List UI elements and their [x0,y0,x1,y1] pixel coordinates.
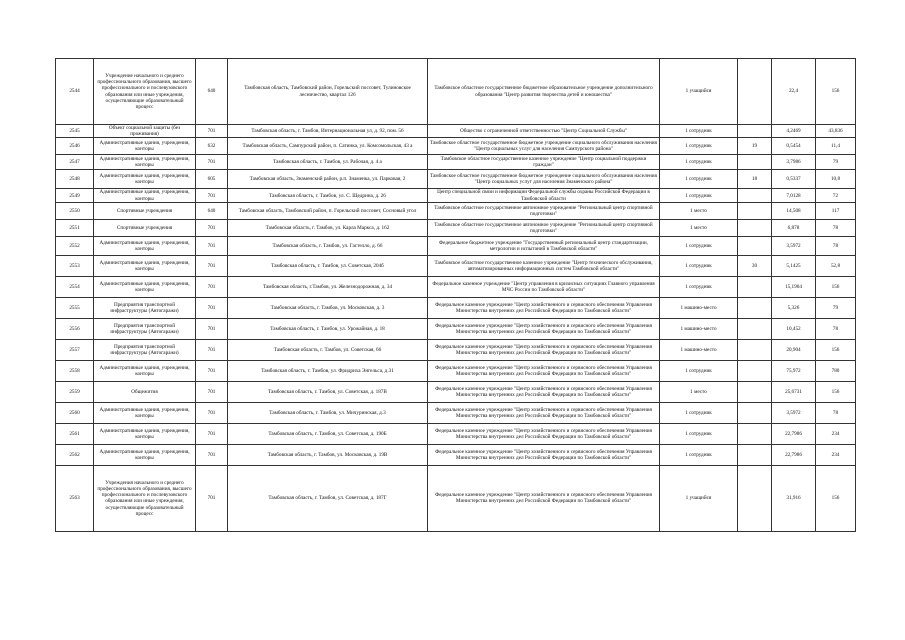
cell-addr: Тамбовская область, г. Тамбов, ул. Советская, д. 187Г [228,465,428,531]
cell-org: Федеральное казенное учреждение "Центр хозяйственного и сервисного обеспечения Управления Министерства внутренних дел Российской Федерации по Тамбовской области" [428,360,660,381]
cell-unit: 1 сотрудник [660,155,738,170]
table-row [56,155,856,170]
cell-name: Административные здания, учреждения, конторы [94,170,196,189]
cell-code: 701 [196,423,228,444]
cell-v1 [738,236,772,255]
cell-v2: 0,5454 [772,138,816,155]
cell-v2: 6,878 [772,219,816,236]
cell-v1 [738,360,772,381]
cell-v3: 52,8 [816,255,856,276]
cell-org: Федеральное казенное учреждение "Центр хозяйственного и сервисного обеспечения Управления Министерства внутренних дел Российской Федерации по Тамбовской области" [428,423,660,444]
cell-v3: 117 [816,202,856,219]
table-row [56,423,856,444]
table-row [56,276,856,297]
cell-org: Федеральное казенное учреждение "Центр хозяйственного и сервисного обеспечения Управления Министерства внутренних дел Российской Федерации по Тамбовской области" [428,339,660,360]
cell-v1: 30 [738,255,772,276]
cell-addr: Тамбовская область, г. Тамбов, Интернациональная ул, д. 92, пом. 56 [228,125,428,138]
table-row [56,189,856,202]
cell-unit: 1 место [660,381,738,402]
table-row [56,236,856,255]
cell-org: Центр специальной связи и информации Федеральной службы охраны Российской Федерации в Тамбовской области [428,189,660,202]
table-row [56,219,856,236]
cell-org: Федеральное казенное учреждение "Центр управления в кризисных ситуациях Главного управления МЧС России по Тамбовской области" [428,276,660,297]
cell-n: 2551 [56,219,94,236]
cell-addr: Тамбовская область, г. Тамбов, ул. Советская, 204б [228,255,428,276]
cell-code: 701 [196,360,228,381]
cell-n: 2545 [56,125,94,138]
cell-org: Федеральное казенное учреждение "Центр хозяйственного и сервисного обеспечения Управления Министерства внутренних дел Российской Федерации по Тамбовской области" [428,465,660,531]
cell-code: 701 [196,402,228,423]
cell-n: 2560 [56,402,94,423]
cell-org: Тамбовское областное государственное автономное учреждение "Региональный центр спортивной подготовки" [428,202,660,219]
cell-n: 2561 [56,423,94,444]
cell-org: Федеральное казенное учреждение "Центр хозяйственного и сервисного обеспечения Управления Министерства внутренних дел Российской Федерации по Тамбовской области" [428,318,660,339]
cell-name: Административные здания, учреждения, конторы [94,255,196,276]
cell-n: 2546 [56,138,94,155]
cell-v3: 78 [816,402,856,423]
cell-v3: 234 [816,423,856,444]
cell-code: 701 [196,276,228,297]
cell-v1: 18 [738,170,772,189]
cell-v3: 156 [816,59,856,125]
cell-v3: 79 [816,155,856,170]
cell-code: 701 [196,297,228,318]
cell-unit: 1 место [660,202,738,219]
table-row [56,202,856,219]
cell-org: Тамбовское областное государственное бюджетное учреждение социального обслуживания населения "Центр социальных услуг для населения Сампурского района" [428,138,660,155]
cell-org: Федеральное казенное учреждение "Центр хозяйственного и сервисного обеспечения Управления Министерства внутренних дел Российской Федерации по Тамбовской области" [428,381,660,402]
cell-name: Предприятия транспортной инфраструктуры (Автогаражи) [94,339,196,360]
cell-code: 701 [196,381,228,402]
cell-v3: 72 [816,189,856,202]
cell-code: 701 [196,189,228,202]
cell-addr: Тамбовская область, Сампурский район, п. Сатинка, ул. Комсомольская, 43 а [228,138,428,155]
cell-org: Тамбовское областное государственное казенное учреждение "Центр социальной поддержки граждан" [428,155,660,170]
cell-org: Тамбовское областное государственное автономное учреждение "Региональный центр спортивной подготовки" [428,219,660,236]
cell-addr: Тамбовская область, г. Тамбов, ул. Московская, д. 19В [228,444,428,465]
cell-v3: 78 [816,318,856,339]
cell-v2: 22,4 [772,59,816,125]
cell-addr: Тамбовская область, г. Тамбов, ул. Гастелло, д. 66 [228,236,428,255]
cell-unit: 1 сотрудник [660,189,738,202]
cell-v1 [738,381,772,402]
table-row [56,381,856,402]
cell-code: 701 [196,444,228,465]
cell-unit: 1 учащийся [660,59,738,125]
cell-v1 [738,202,772,219]
cell-v1 [738,465,772,531]
cell-unit: 1 учащийся [660,465,738,531]
cell-org: Тамбовское областное государственное бюджетное образовательное учреждение дополнительного образования "Центр развития творчества детей и юношества" [428,59,660,125]
cell-v1 [738,339,772,360]
cell-addr: Тамбовская область, г. Тамбов, ул. Фридриха Энгельса, д.31 [228,360,428,381]
table-row [56,465,856,531]
cell-v3: 43,836 [816,125,856,138]
cell-unit: 1 сотрудник [660,444,738,465]
cell-unit: 1 сотрудник [660,360,738,381]
table-row [56,59,856,125]
cell-org: Тамбовское областное государственное бюджетное учреждение социального обслуживания населения "Центр социальных услуг для населения Знаменского района" [428,170,660,189]
table-row [56,125,856,138]
cell-v3: 156 [816,276,856,297]
cell-v3: 79 [816,297,856,318]
cell-v2: 3,5972 [772,236,816,255]
cell-addr: Тамбовская область, г. Тамбов, ул. Советская, д. 187В [228,381,428,402]
cell-v2: 15,1904 [772,276,816,297]
cell-unit: 1 сотрудник [660,402,738,423]
table-row [56,318,856,339]
cell-code: 701 [196,339,228,360]
cell-code: 640 [196,202,228,219]
cell-v1 [738,189,772,202]
cell-unit: 1 сотрудник [660,170,738,189]
table-row [56,170,856,189]
cell-v2: 22,7986 [772,423,816,444]
cell-unit: 1 машино-место [660,297,738,318]
cell-name: Административные здания, учреждения, конторы [94,189,196,202]
cell-v3: 78 [816,219,856,236]
cell-v3: 234 [816,444,856,465]
cell-v1 [738,402,772,423]
cell-addr: Тамбовская область, г. Тамбов, ул. Мичуринская, д.3 [228,402,428,423]
cell-v2: 75,972 [772,360,816,381]
cell-name: Предприятия транспортной инфраструктуры (Автогаражи) [94,297,196,318]
cell-n: 2547 [56,155,94,170]
cell-n: 2562 [56,444,94,465]
cell-org: Федеральное казенное учреждение "Центр хозяйственного и сервисного обеспечения Управления Министерства внутренних дел Российской Федерации по Тамбовской области" [428,297,660,318]
cell-code: 701 [196,465,228,531]
cell-name: Общежития [94,381,196,402]
cell-v3: 11,4 [816,138,856,155]
cell-addr: Тамбовская область, г. Тамбов, ул. Московская, д. 3 [228,297,428,318]
cell-v2: 20,904 [772,339,816,360]
table-row [56,138,856,155]
cell-v3: 78 [816,236,856,255]
cell-v1 [738,59,772,125]
cell-name: Предприятия транспортной инфраструктуры (Автогаражи) [94,318,196,339]
cell-v2: 0,5337 [772,170,816,189]
cell-n: 2556 [56,318,94,339]
cell-n: 2555 [56,297,94,318]
cell-v2: 4,2469 [772,125,816,138]
cell-n: 2550 [56,202,94,219]
cell-unit: 1 сотрудник [660,236,738,255]
registry-table [55,58,856,532]
cell-n: 2563 [56,465,94,531]
cell-addr: Тамбовская область, г. Тамбов, ул. С. Щедрина, д. 26 [228,189,428,202]
cell-v2: 3,5972 [772,402,816,423]
cell-code: 605 [196,170,228,189]
cell-unit: 1 сотрудник [660,125,738,138]
cell-v2: 25,6731 [772,381,816,402]
cell-name: Спортивные учреждения [94,219,196,236]
cell-unit: 1 сотрудник [660,423,738,444]
cell-code: 701 [196,219,228,236]
cell-code: 701 [196,318,228,339]
cell-name: Административные здания, учреждения, конторы [94,236,196,255]
cell-v2: 7,0128 [772,189,816,202]
cell-v2: 14,508 [772,202,816,219]
cell-unit: 1 сотрудник [660,255,738,276]
cell-addr: Тамбовская область, г.Тамбов, ул. Железнодорожная, д. 34 [228,276,428,297]
cell-org: Федеральное казенное учреждение "Центр хозяйственного и сервисного обеспечения Управления Министерства внутренних дел Российской Федерации по Тамбовской области" [428,444,660,465]
cell-v2: 5,326 [772,297,816,318]
cell-addr: Тамбовская область, г. Тамбов, ул. Советская, д. 190Б [228,423,428,444]
cell-v1 [738,219,772,236]
cell-v1 [738,318,772,339]
cell-name: Административные здания, учреждения, конторы [94,423,196,444]
table-row [56,360,856,381]
cell-v1: 19 [738,138,772,155]
cell-v1 [738,297,772,318]
cell-addr: Тамбовская область, г. Тамбов, ул. Карла Маркса, д. 162 [228,219,428,236]
table-row [56,339,856,360]
cell-code: 632 [196,138,228,155]
cell-addr: Тамбовская область, Знаменский район, р.п. Знаменка, ул. Парковая, 2 [228,170,428,189]
cell-v1 [738,276,772,297]
cell-v1 [738,444,772,465]
table-row [56,444,856,465]
cell-name: Объект социальной защиты (без проживания) [94,125,196,138]
document-page [55,58,855,532]
cell-addr: Тамбовская область, г. Тамбов, ул. Советская, 66 [228,339,428,360]
cell-code: 701 [196,125,228,138]
cell-n: 2548 [56,170,94,189]
cell-n: 2558 [56,360,94,381]
cell-name: Административные здания, учреждения, конторы [94,444,196,465]
cell-name: Учреждение начального и среднего профессионального образования, высшего профессионального и послевузовского образования или иные учреждения, осуществляющие образовательный процесс [94,59,196,125]
cell-unit: 1 машино-место [660,318,738,339]
cell-v2: 10,452 [772,318,816,339]
cell-name: Административные здания, учреждения, конторы [94,402,196,423]
cell-v2: 22,7986 [772,444,816,465]
cell-v1 [738,155,772,170]
cell-name: Административные здания, учреждения, конторы [94,138,196,155]
cell-org: Федеральное бюджетное учреждение "Государственный региональный центр стандартизации, метрологии и испытаний в Тамбовской области" [428,236,660,255]
cell-v1 [738,125,772,138]
cell-v3: 156 [816,339,856,360]
table-row [56,402,856,423]
cell-addr: Тамбовская область, г. Тамбов, ул. Урожайная, д. 18 [228,318,428,339]
cell-name: Административные здания, учреждения, конторы [94,155,196,170]
cell-unit: 1 машино-место [660,339,738,360]
cell-v2: 5,1425 [772,255,816,276]
table-row [56,255,856,276]
cell-code: 701 [196,236,228,255]
cell-v1 [738,423,772,444]
cell-v3: 156 [816,381,856,402]
cell-name: Спортивные учреждения [94,202,196,219]
cell-name: Административные здания, учреждения, конторы [94,276,196,297]
cell-n: 2549 [56,189,94,202]
cell-name: Административные здания, учреждения, конторы [94,360,196,381]
cell-code: 701 [196,255,228,276]
cell-unit: 1 сотрудник [660,276,738,297]
cell-unit: 1 сотрудник [660,138,738,155]
cell-v2: 31,916 [772,465,816,531]
cell-n: 2544 [56,59,94,125]
cell-n: 2552 [56,236,94,255]
cell-org: Общество с ограниченной ответственностью "Центр Социальной Службы" [428,125,660,138]
cell-v3: 10,8 [816,170,856,189]
cell-addr: Тамбовская область, Тамбовский район, п. Горельский поссовет, Сосновый угол [228,202,428,219]
cell-n: 2557 [56,339,94,360]
cell-org: Тамбовское областное государственное казенное учреждение "Центр технического обслуживания, автоматизированных информационных систем Тамбовской области" [428,255,660,276]
cell-unit: 1 место [660,219,738,236]
cell-n: 2559 [56,381,94,402]
cell-v2: 3,7986 [772,155,816,170]
cell-code: 640 [196,59,228,125]
cell-v3: 780 [816,360,856,381]
table-row [56,297,856,318]
cell-code: 701 [196,155,228,170]
cell-v3: 156 [816,465,856,531]
cell-n: 2554 [56,276,94,297]
cell-addr: Тамбовская область, Тамбовский район, Горельский поссовет, Тулиновское лесничество, квартал 126 [228,59,428,125]
cell-n: 2553 [56,255,94,276]
cell-addr: Тамбовская область, г. Тамбов, ул. Рабочая, д. 4 а [228,155,428,170]
cell-org: Федеральное казенное учреждение "Центр хозяйственного и сервисного обеспечения Управления Министерства внутренних дел Российской Федерации по Тамбовской области" [428,402,660,423]
cell-name: Учреждения начального и среднего профессионального образования, высшего профессионального и послевузовского образования или иные учреждения, осуществляющие образовательный процесс [94,465,196,531]
